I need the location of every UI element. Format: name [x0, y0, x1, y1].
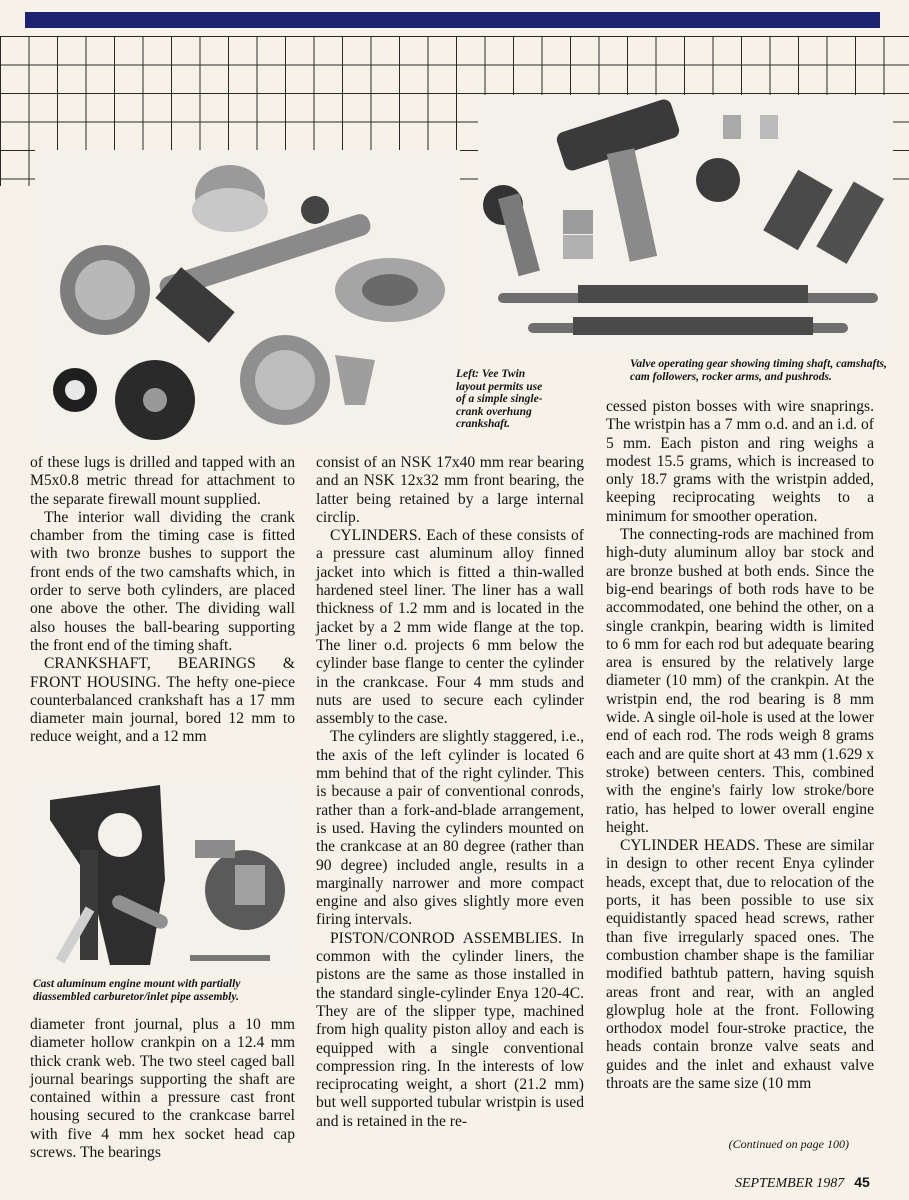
column-1-top [30, 454, 295, 747]
page-footer [735, 1174, 870, 1192]
footer-date: SEPTEMBER 1987 [735, 1176, 845, 1191]
col2-paragraph-4: PISTON/CONROD ASSEMBLIES. In common with the cylinder liners, the pistons are the same as those installed in the standard single-cylinder Enya 120-4C. They are of the slipper type, machined from high quality piston alloy and each is equipped with a single conventional compression ring. In the interests of low reciprocating weight, a short (21.2 mm) but well supported tubular wristpin is used and is retained in the re- [316, 929, 584, 1130]
col2-paragraph-2: CYLINDERS. Each of these consists of a pressure cast aluminum alloy finned jacket into which is fitted a thin-walled hardened steel liner. The liner has a wall thickness of 1.2 mm and is located in the jacket by a 2 mm wide flange at the top. The liner o.d. projects 6 mm below the cylinder base flange to center the cylinder in the crankcase. Four 4 mm studs and nuts are used to secure each cylinder assembly to the case. [316, 527, 584, 728]
continued-note: (Continued on page 100) [728, 1137, 849, 1151]
engine-mount-photo [30, 780, 300, 975]
col3-paragraph-3: CYLINDER HEADS. These are similar in design to other recent Enya cylinder heads, except that, due to relocation of the ports, it has been possible to use six equidistantly spaced head screws, rather than five irregularly spaced ones. The combustion chamber shape is the familiar modified bathtub pattern, having squish areas front and rear, with an angled glowplug hole at the front. Following orthodox model four-stroke practice, the heads contain bronze valve seats and guides and the inlet and exhaust valve throats are the same size (10 mm [606, 837, 874, 1092]
valve-gear-photo [478, 95, 893, 355]
valve-gear-photo-illustration [478, 95, 893, 355]
photo1-caption: Left: Vee Twin layout permits use of a simple single-crank overhung crankshaft. [456, 368, 543, 430]
col1-paragraph-1: of these lugs is drilled and tapped with an M5x0.8 metric thread for attachment to the separate firewall mount supplied. [30, 454, 295, 508]
crankshaft-photo [35, 150, 460, 445]
crankshaft-photo-illustration [35, 150, 460, 445]
column-1-bottom [30, 1016, 295, 1162]
col2-paragraph-3: The cylinders are slightly staggered, i.e., the axis of the left cylinder is located 6 mm behind that of the right cylinder. This is because a pair of conventional conrods, rather than a fork-and-blade arrangement, is used. Having the cylinders mounted on the crankcase at an 80 degree (rather than 90 degree) included angle, results in a marginally narrower and more compact engine and also gives slightly more even firing intervals. [316, 728, 584, 929]
photo2-caption: Valve operating gear showing timing shaft, camshafts, cam followers, rocker arms, and pushrods. [630, 358, 887, 383]
photo3-caption: Cast aluminum engine mount with partially diassembled carburetor/inlet pipe assembly. [33, 978, 241, 1003]
col3-paragraph-1: cessed piston bosses with wire snaprings. The wristpin has a 7 mm o.d. and an i.d. of 5 mm. Each piston and ring weighs a modest 15.5 grams, which is increased to only 18.7 grams with the wristpin added, keeping reciprocating weights to a minimum for smoother operation. [606, 398, 874, 525]
header-color-bar [25, 12, 880, 28]
col1-paragraph-2: The interior wall dividing the crank chamber from the timing case is fitted with two bronze bushes to support the front ends of the two camshafts which, in order to serve both cylinders, are placed one above the other. The dividing wall also houses the ball-bearing supporting the front end of the timing shaft. [30, 508, 295, 654]
col3-paragraph-2: The connecting-rods are machined from high-duty aluminum alloy bar stock and are bronze bushed at both ends. Since the big-end bearings of both rods have to be accommodated, one behind the other, on a single crankpin, bearing width is limited to 6 mm for each rod but adequate bearing area is ensured by the relatively large diameter (10 mm) of the crankpin. At the wristpin end, the rod bearing is 8 mm wide. A single oil-hole is used at the lower end of each rod. The rods weigh 8 grams each and are quite short at 43 mm (1.629 x stroke) between centers. This, combined with the engine's fairly low stroke/bore ratio, has helped to lower overall engine height. [606, 526, 874, 836]
col1-paragraph-4: diameter front journal, plus a 10 mm diameter hollow crankpin on a 12.4 mm thick crank web. The two steel caged ball journal bearings supporting the shaft are contained within a pressure cast front housing secured to the crankcase barrel with five 4 mm hex socket head cap screws. The bearings [30, 1016, 295, 1162]
engine-mount-photo-illustration [30, 780, 300, 975]
col1-paragraph-3: CRANKSHAFT, BEARINGS & FRONT HOUSING. The hefty one-piece counterbalanced crankshaft has a 17 mm diameter main journal, bored 12 mm to reduce weight, and a 12 mm [30, 655, 295, 746]
column-2 [316, 454, 584, 1131]
col2-paragraph-1: consist of an NSK 17x40 mm rear bearing and an NSK 12x32 mm front bearing, the latter being retained by a large internal circlip. [316, 454, 584, 526]
page-number: 45 [854, 1174, 870, 1190]
column-3 [606, 398, 874, 1093]
